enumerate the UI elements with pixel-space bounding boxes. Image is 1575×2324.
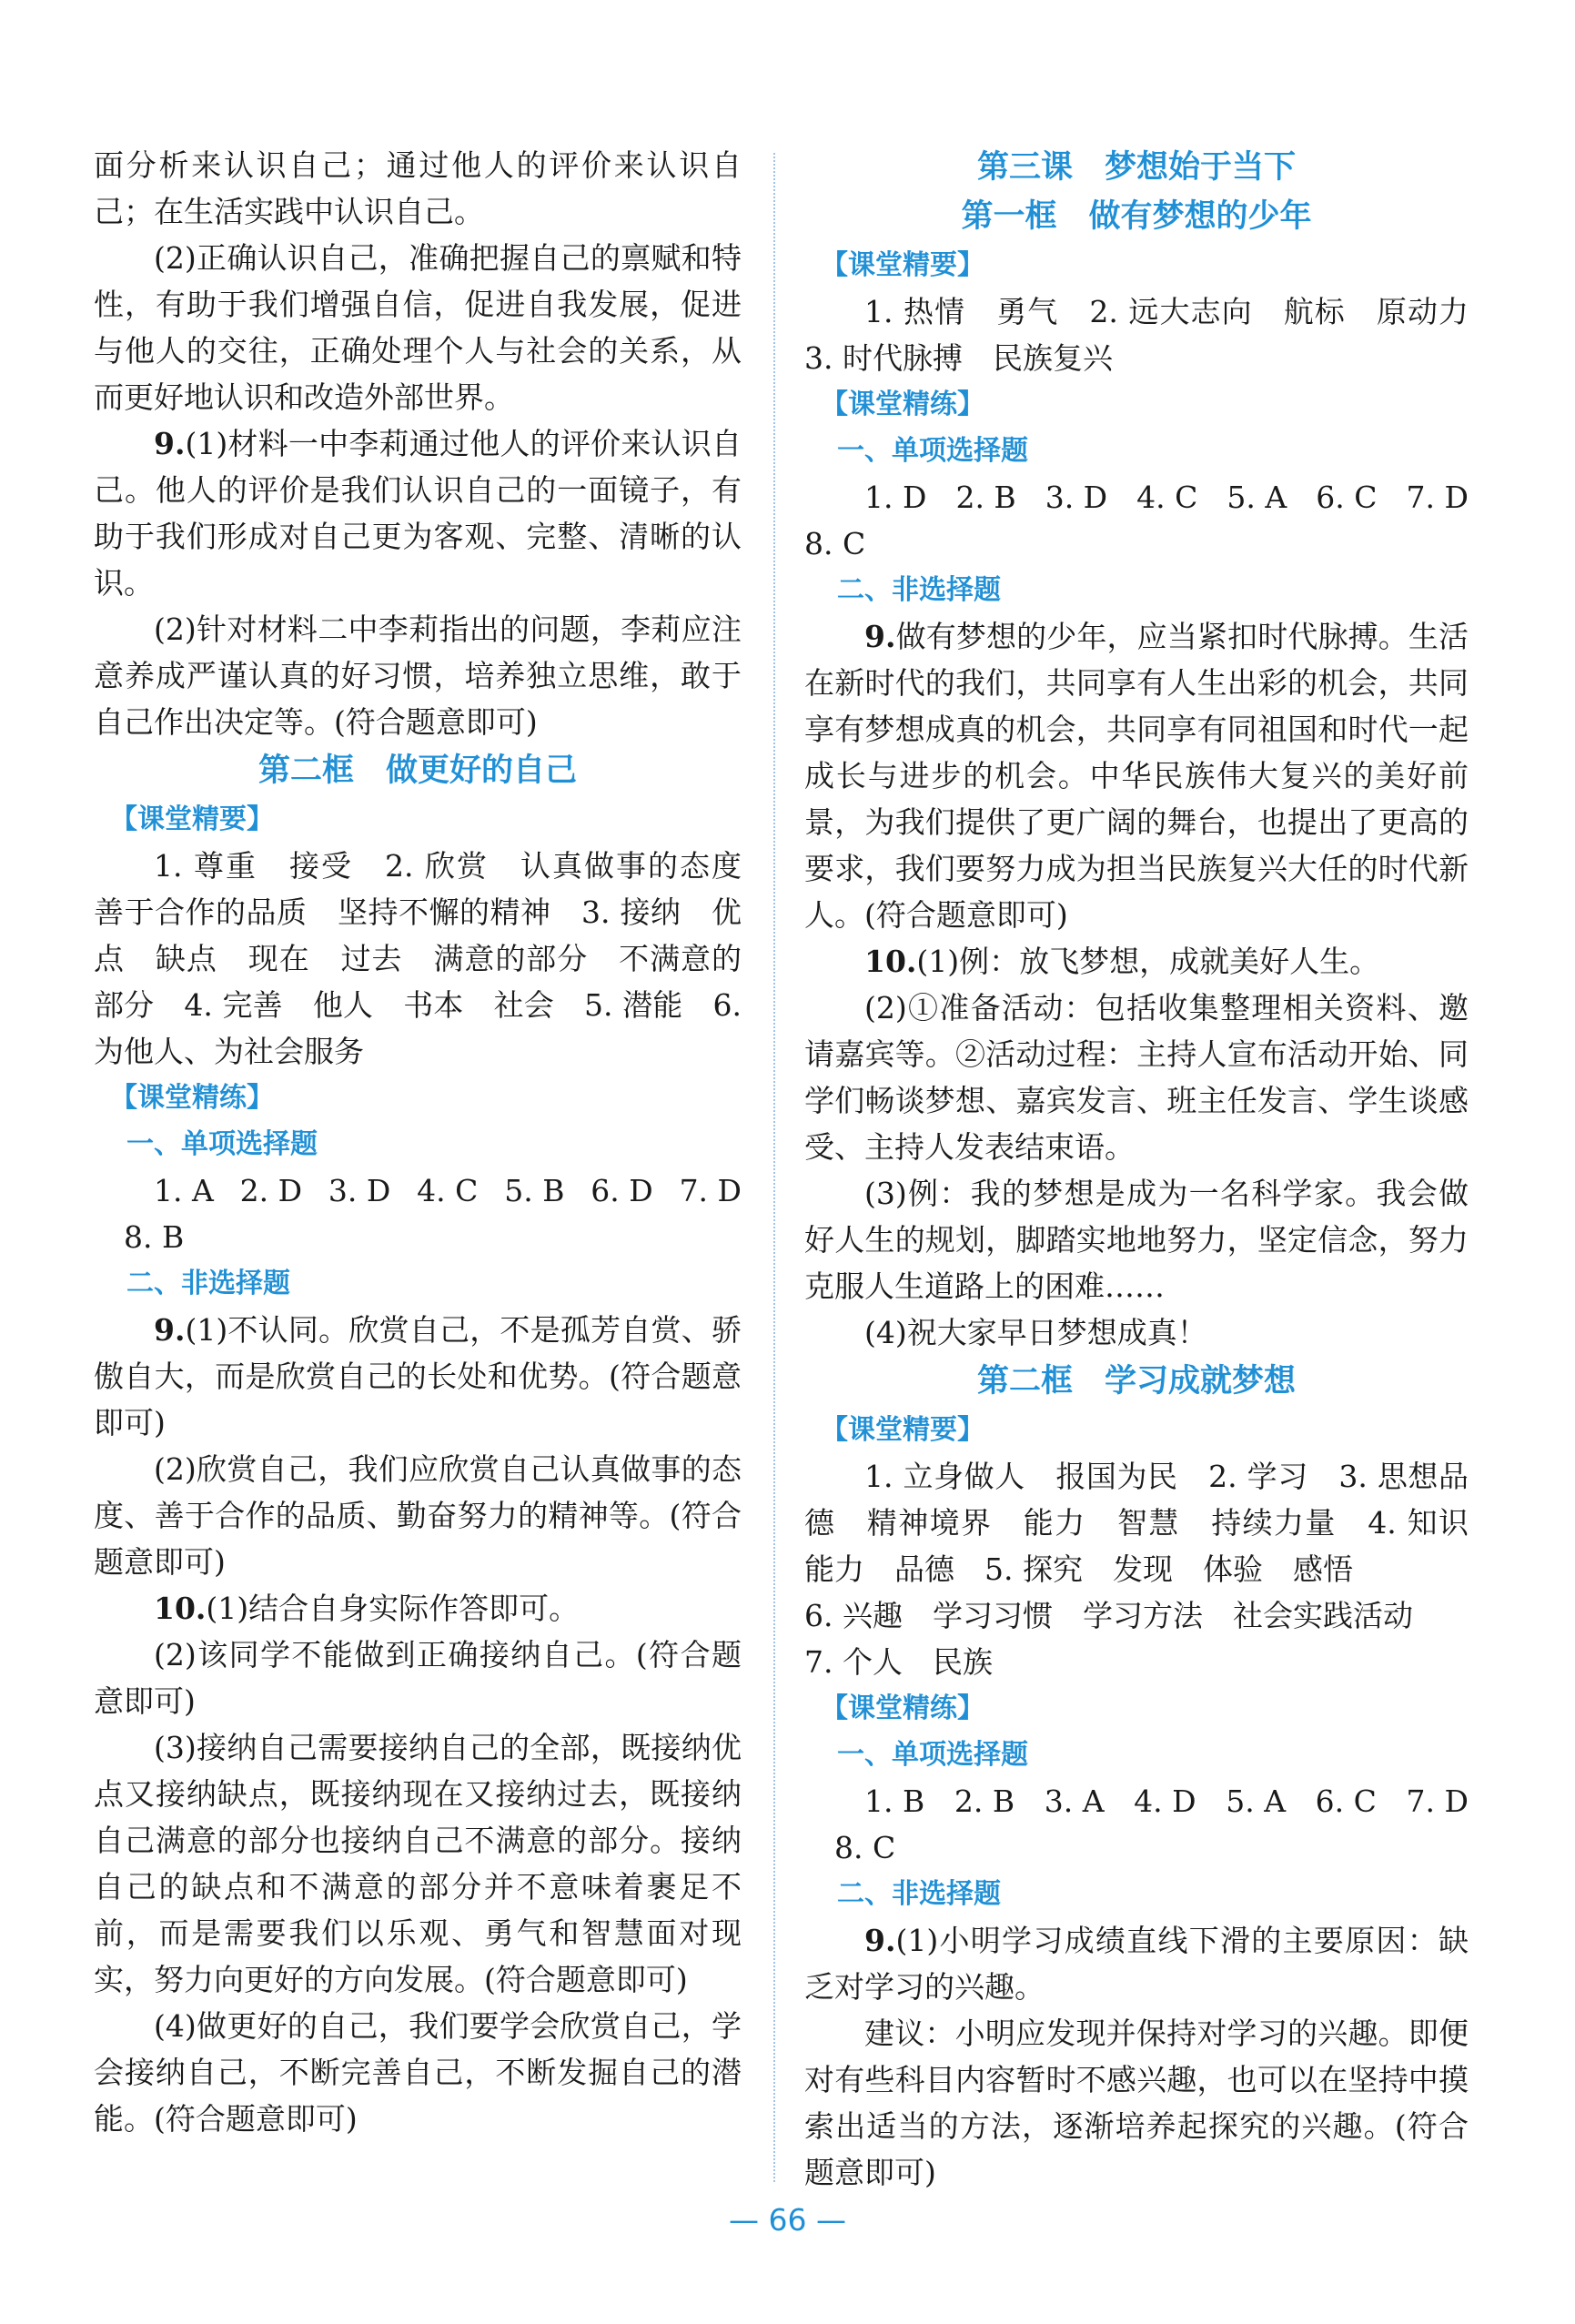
answer-text: (1)材料一中李莉通过他人的评价来认识自己。他人的评价是我们认识自己的一面镜子，有助于我们形成对自己更为客观、完整、清晰的认识。	[94, 426, 742, 601]
section-tag: 【课堂精练】	[110, 1082, 274, 1114]
mcq-answer: 2. D	[239, 1173, 303, 1208]
section-tag: 【课堂精要】	[110, 803, 274, 835]
answer-10	[804, 938, 1469, 985]
paragraph: (3)例：我的梦想是成为一名科学家。我会做好人生的规划，脚踏实地地努力，坚定信念，努力克服人生道路上的困难……	[804, 1176, 1469, 1304]
subsection-title: 二、非选择题	[837, 574, 1001, 606]
question-number: 9.	[864, 619, 896, 654]
section-title: 第二框 做更好的自己	[257, 753, 577, 789]
section-tag: 【课堂精要】	[821, 1414, 984, 1446]
mcq-answer: 5. A	[1226, 1783, 1287, 1819]
key-points: 1. 立身做人 报国为民 2. 学习 3. 思想品德 精神境界 能力 智慧 持续力量 4. 知识 能力 品德 5. 探究 发现 体验 感悟	[804, 1459, 1499, 1587]
mcq-answer: 3. D	[328, 1173, 391, 1208]
answer-9	[94, 1307, 742, 1446]
paragraph: (3)接纳自己需要接纳自己的全部，既接纳优点又接纳缺点，既接纳现在又接纳过去，既接纳自己满意的部分也接纳自己不满意的部分。接纳自己的缺点和不满意的部分并不意味着裹足不前，而是需要我们以乐观、勇气和智慧面对现实，努力向更好的方向发展。(符合题意即可)	[94, 1730, 742, 1997]
mcq-answer: 5. B	[504, 1173, 565, 1208]
mcq-answer: 4. C	[1136, 480, 1198, 515]
mcq-answer: 5. A	[1227, 480, 1287, 515]
mcq-answer: 3. D	[1045, 480, 1108, 515]
mcq-answer: 8. C	[834, 1830, 896, 1865]
answer-text: 做有梦想的少年，应当紧扣时代脉搏。生活在新时代的我们，共同享有人生出彩的机会，共同享有梦想成真的机会，共同享有同祖国和时代一起成长与进步的机会。中华民族伟大复兴的美好前景，为我们提供了更广阔的舞台，也提出了更高的要求，我们要努力成为担当民族复兴大任的时代新人。(符合题意即可)	[804, 619, 1469, 933]
mcq-answer: 6. C	[1316, 480, 1378, 515]
mcq-answer: 2. B	[955, 480, 1016, 515]
paragraph: 面分析来认识自己；通过他人的评价来认识自己；在生活实践中认识自己。	[94, 147, 742, 229]
answer-text: (1)小明学习成绩直线下滑的主要原因：缺乏对学习的兴趣。	[804, 1923, 1469, 2005]
column-divider	[773, 153, 775, 2182]
key-points: 6. 兴趣 学习习惯 学习方法 社会实践活动	[804, 1598, 1413, 1633]
answer-text: (1)例：放飞梦想，成就美好人生。	[916, 944, 1380, 979]
mcq-answer: 1. D	[864, 480, 927, 515]
subsection-title: 二、非选择题	[837, 1878, 1001, 1910]
mcq-answer: 3. A	[1044, 1783, 1105, 1819]
answer-text: (1)不认同。欣赏自己，不是孤芳自赏、骄傲自大，而是欣赏自己的长处和优势。(符合题意即可)	[94, 1312, 742, 1440]
paragraph: (4)做更好的自己，我们要学会欣赏自己，学会接纳自己，不断完善自己，不断发掘自己的潜能。(符合题意即可)	[94, 2008, 742, 2137]
mcq-answer: 2. B	[954, 1783, 1015, 1819]
mcq-answer: 1. B	[864, 1783, 925, 1819]
paragraph: (2)正确认识自己，准确把握自己的禀赋和特性，有助于我们增强自信，促进自我发展，促进与他人的交往，正确处理个人与社会的关系，从而更好地认识和改造外部世界。	[94, 240, 742, 415]
paragraph: (2)针对材料二中李莉指出的问题，李莉应注意养成严谨认真的好习惯，培养独立思维，敢于自己作出决定等。(符合题意即可)	[94, 611, 742, 740]
mcq-answer: 4. D	[1134, 1783, 1196, 1819]
subsection-title: 一、单项选择题	[837, 435, 1028, 467]
key-points: 1. 热情 勇气 2. 远大志向 航标 原动力 3. 时代脉搏 民族复兴	[804, 294, 1499, 376]
question-number: 9.	[154, 1312, 186, 1348]
mcq-answer: 6. C	[1315, 1783, 1377, 1819]
left-column	[94, 142, 772, 2142]
subsection-title: 一、单项选择题	[837, 1739, 1028, 1771]
section-title: 第一框 做有梦想的少年	[961, 198, 1312, 235]
paragraph: (2)①准备活动：包括收集整理相关资料、邀请嘉宾等。②活动过程：主持人宣布活动开始、同学们畅谈梦想、嘉宾发言、班主任发言、学生谈感受、主持人发表结束语。	[804, 990, 1469, 1165]
mcq-answer: 8. B	[124, 1219, 185, 1255]
answer-9	[804, 613, 1469, 938]
subsection-title: 二、非选择题	[126, 1268, 290, 1299]
paragraph: (2)欣赏自己，我们应欣赏自己认真做事的态度、善于合作的品质、勤奋努力的精神等。(符合题意即可)	[94, 1451, 742, 1580]
mcq-answer: 7. D	[679, 1173, 742, 1208]
mcq-answers	[94, 1167, 742, 1214]
key-points: 7. 个人 民族	[804, 1644, 993, 1680]
mcq-answer: 4. C	[417, 1173, 479, 1208]
mcq-answer: 7. D	[1406, 480, 1469, 515]
paragraph: (4)祝大家早日梦想成真！	[864, 1315, 1207, 1350]
lesson-title: 第三课 梦想始于当下	[976, 149, 1296, 186]
paragraph: 建议：小明应发现并保持对学习的兴趣。即便对有些科目内容暂时不感兴趣，也可以在坚持中摸索出适当的方法，逐渐培养起探究的兴趣。(符合题意即可)	[804, 2016, 1469, 2190]
key-points: 1. 尊重 接受 2. 欣赏 认真做事的态度 善于合作的品质 坚持不懈的精神 3. 接纳 优点 缺点 现在 过去 满意的部分 不满意的部分 4. 完善 他人 书本 社会 5. 潜能 6. 为他人、为社会服务	[94, 848, 772, 1069]
mcq-answer: 6. D	[591, 1173, 653, 1208]
paragraph: (2)该同学不能做到正确接纳自己。(符合题意即可)	[94, 1637, 742, 1719]
section-title: 第二框 学习成就梦想	[976, 1363, 1296, 1399]
answer-9	[94, 420, 742, 606]
section-tag: 【课堂精练】	[821, 1692, 984, 1724]
section-tag: 【课堂精练】	[821, 389, 984, 420]
mcq-answer: 1. A	[154, 1173, 214, 1208]
question-number: 10.	[864, 944, 917, 979]
right-column	[804, 142, 1499, 2196]
question-number: 10.	[154, 1591, 207, 1626]
question-number: 9.	[154, 426, 186, 461]
answer-10	[94, 1585, 742, 1632]
mcq-answer: 8. C	[804, 526, 866, 561]
mcq-answers	[804, 474, 1469, 520]
answer-9	[804, 1917, 1469, 2010]
subsection-title: 一、单项选择题	[126, 1128, 318, 1160]
page-number: — 66 —	[729, 2202, 846, 2238]
answer-text: (1)结合自身实际作答即可。	[206, 1591, 580, 1626]
mcq-answers	[804, 1778, 1469, 1824]
section-tag: 【课堂精要】	[821, 249, 984, 281]
question-number: 9.	[864, 1923, 896, 1958]
mcq-answer: 7. D	[1406, 1783, 1469, 1819]
